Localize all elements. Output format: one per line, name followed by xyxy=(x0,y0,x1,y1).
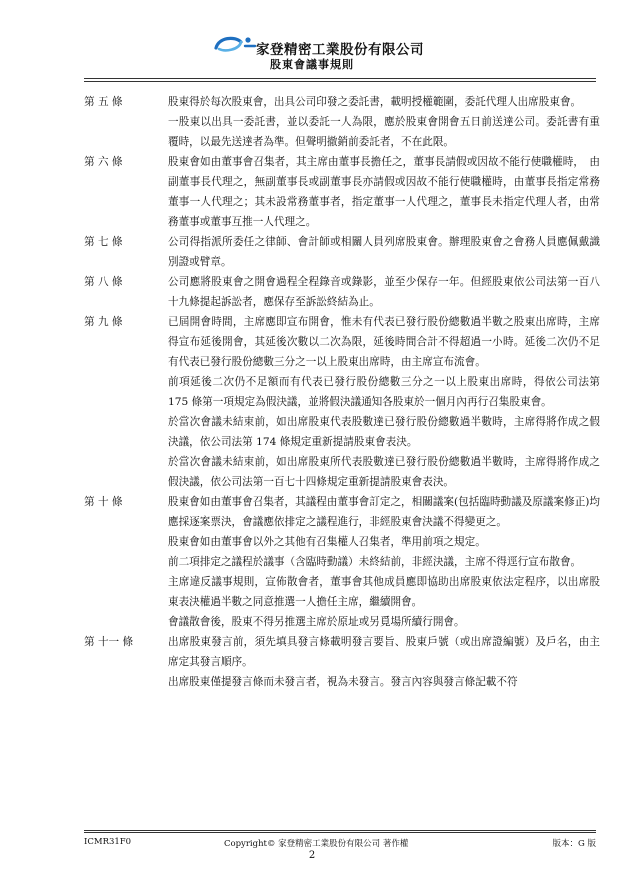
document-footer xyxy=(84,837,596,851)
article-paragraph: 已屆開會時間，主席應即宣布開會，惟未有代表已發行股份總數過半數之股東出席時，主席得宣布延後開會，其延後次數以二次為限，延後時間合計不得超過一小時。延後二次仍不足有代表已發行股份總數三分之一以上股東出席時，由主席宣布流會。 xyxy=(168,316,600,368)
article-number: 第 五 條 xyxy=(84,96,123,108)
article-row xyxy=(84,492,600,532)
document-code: ICMR31F0 xyxy=(84,837,132,847)
article-paragraph: 股東得於每次股東會，出具公司印發之委託書，載明授權範圍，委託代理人出席股東會。 xyxy=(168,96,582,108)
article-continuation xyxy=(84,552,600,572)
article-number: 第 十 條 xyxy=(84,496,123,508)
article-number xyxy=(84,672,168,692)
document-header xyxy=(0,34,624,80)
article-number xyxy=(84,412,168,452)
article-row xyxy=(84,92,600,112)
article-paragraph: 於當次會議未結束前，如出席股東所代表股數達已發行股份總數過半數時，主席得將作成之假決議，依公司法第一百七十四條規定重新提請股東會表決。 xyxy=(168,456,600,488)
article-paragraph: 一股東以出具一委託書，並以委託一人為限，應於股東會開會五日前送達公司。委託書有重覆時，以最先送達者為準。但聲明撤銷前委託者，不在此限。 xyxy=(168,116,600,148)
company-logo-icon xyxy=(211,34,261,54)
article-paragraph: 於當次會議未結束前，如出席股東代表股數達已發行股份總數過半數時，主席得將作成之假決議，依公司法第 174 條規定重新提請股東會表決。 xyxy=(168,416,600,448)
article-paragraph: 前項延後二次仍不足額而有代表已發行股份總數三分之一以上股東出席時，得依公司法第 175 條第一項規定為假決議，並將假決議通知各股東於一個月內再行召集股東會。 xyxy=(168,376,600,408)
document-title: 股東會議事規則 xyxy=(270,58,354,71)
article-number: 第 八 條 xyxy=(84,276,123,288)
article-paragraph: 公司應將股東會之開會過程全程錄音或錄影，並至少保存一年。但經股東依公司法第一百八十九條提起訴訟者，應保存至訴訟終結為止。 xyxy=(168,276,600,308)
article-continuation xyxy=(84,372,600,412)
header-divider xyxy=(84,78,596,79)
article-continuation xyxy=(84,672,600,692)
article-number xyxy=(84,452,168,492)
footer-divider xyxy=(84,830,596,831)
article-number xyxy=(84,572,168,612)
article-paragraph: 出席股東僅提發言條而未發言者，視為未發言。發言內容與發言條記載不符 xyxy=(168,676,518,688)
article-paragraph: 股東會如由董事會召集者，其議程由董事會訂定之，相關議案(包括臨時動議及原議案修正)均應採逐案票決，會議應依排定之議程進行，非經股東會決議不得變更之。 xyxy=(168,496,601,528)
article-continuation xyxy=(84,112,600,152)
document-body xyxy=(84,92,600,692)
article-row xyxy=(84,152,600,232)
article-paragraph: 主席違反議事規則，宣佈散會者，董事會其他成員應即協助出席股東依法定程序，以出席股東表決權過半數之同意推選一人擔任主席，繼續開會。 xyxy=(168,576,600,608)
version-label: 版本：G 版 xyxy=(552,839,596,849)
article-continuation xyxy=(84,452,600,492)
article-number: 第 六 條 xyxy=(84,156,123,168)
company-name: 家登精密工業股份有限公司 xyxy=(256,42,424,58)
article-number xyxy=(84,532,168,552)
article-paragraph: 公司得指派所委任之律師、會計師或相關人員列席股東會。辦理股東會之會務人員應佩戴識別證或臂章。 xyxy=(168,236,600,268)
header-divider-thin xyxy=(84,81,596,82)
article-row xyxy=(84,272,600,312)
article-number: 第 十一 條 xyxy=(84,636,134,648)
page-number: 2 xyxy=(308,850,316,861)
article-number: 第 七 條 xyxy=(84,236,123,248)
footer-divider-thin xyxy=(84,832,596,833)
article-number: 第 九 條 xyxy=(84,316,123,328)
article-paragraph: 會議散會後，股東不得另推選主席於原址或另覓場所續行開會。 xyxy=(168,616,465,628)
article-continuation xyxy=(84,532,600,552)
article-number xyxy=(84,112,168,152)
article-paragraph: 股東會如由董事會以外之其他有召集權人召集者，準用前項之規定。 xyxy=(168,536,486,548)
article-number xyxy=(84,372,168,412)
article-continuation xyxy=(84,572,600,612)
article-continuation xyxy=(84,612,600,632)
article-number xyxy=(84,552,168,572)
article-continuation xyxy=(84,412,600,452)
article-row xyxy=(84,632,600,672)
article-paragraph: 出席股東發言前，須先填具發言條載明發言要旨、股東戶號（或出席證編號）及戶名，由主席定其發言順序。 xyxy=(168,636,600,668)
article-row xyxy=(84,312,600,372)
article-paragraph: 股東會如由董事會召集者，其主席由董事長擔任之，董事長請假或因故不能行使職權時， 由副董事長代理之，無副董事長或副董事長亦請假或因故不能行使職權時，由董事長指定常務董事一人代理之；其未設常務董事者，指定董事一人代理之，董事長未指定代理人者，由常務董事或董事互推一人代理之。 xyxy=(168,156,600,228)
copyright-notice: Copyright© 家登精密工業股份有限公司 著作權 xyxy=(224,839,409,849)
article-number xyxy=(84,612,168,632)
article-paragraph: 前二項排定之議程於議事（含臨時動議）未終結前，非經決議，主席不得逕行宣布散會。 xyxy=(168,556,582,568)
article-row xyxy=(84,232,600,272)
